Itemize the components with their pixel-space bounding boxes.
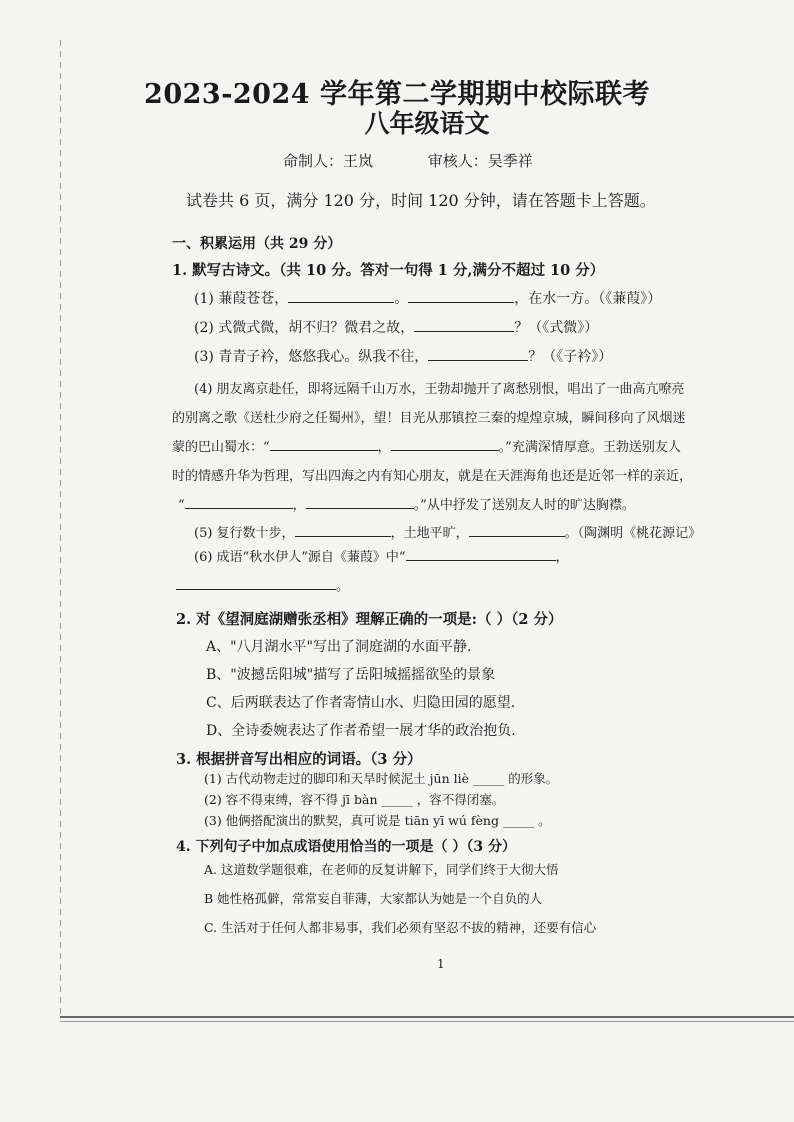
scan-bottom-edge-secondary — [60, 1021, 794, 1022]
question-1-heading: 1. 默写古诗文。（共 10 分。答对一句得 1 分,满分不超过 10 分） — [172, 262, 605, 279]
q1-item-4-line-2: 的别离之歌《送杜少府之任蜀州》，望！目光从那镇控三秦的煌煌京城，瞬间移向了风烟迷 — [172, 411, 686, 426]
answer-blank[interactable] — [428, 346, 528, 361]
q1-item-3-text-b: ？（《子衿》） — [528, 349, 613, 365]
maker: 命制人：王岚 — [283, 152, 374, 170]
scan-left-edge — [60, 40, 61, 1015]
q1-item-2 — [194, 317, 598, 337]
q1-item-6 — [194, 546, 569, 565]
q1-item-1-text-b: 。 — [394, 291, 409, 307]
q1-item-2-text-a: (2) 式微式微，胡不归？微君之故， — [194, 320, 415, 336]
q1-item-6-continued — [176, 575, 349, 594]
q1-item-2-text-b: ？（《式微》） — [514, 320, 599, 336]
q1-item-4-text-d: “ — [178, 498, 185, 513]
q1-item-4-line-3 — [172, 436, 681, 455]
q1-item-6-text-c: 。 — [336, 579, 350, 594]
answer-blank[interactable] — [288, 288, 394, 303]
answer-blank[interactable] — [185, 494, 293, 509]
authors-line — [283, 150, 583, 171]
q1-item-1-text-a: (1) 蒹葭苍苍， — [194, 291, 289, 307]
answer-blank[interactable] — [414, 317, 514, 332]
q1-item-4-text-a: 蒙的巴山蜀水：“ — [172, 440, 270, 455]
question-2-heading: 2. 对《望洞庭湖赠张丞相》理解正确的一项是:（ ）（2 分） — [176, 611, 563, 628]
q1-item-4-line-5 — [178, 494, 635, 513]
q1-item-6-text-a: (6) 成语“秋水伊人”源自《蒹葭》中“ — [194, 550, 406, 565]
q1-item-1-text-c: ，在水一方。（《蒹葭》） — [514, 291, 662, 307]
question-3-heading: 3. 根据拼音写出相应的词语。（3 分） — [176, 751, 422, 768]
section-heading: 一、积累运用（共 29 分） — [172, 236, 342, 252]
answer-blank[interactable] — [391, 436, 499, 451]
q1-item-1 — [194, 288, 661, 308]
q1-item-4-text-c: 。”充满深情厚意。王勃送别友人 — [498, 440, 681, 455]
q1-item-4-line-4: 时的情感升华为哲理，写出四海之内有知心朋友，就是在天涯海角也还是近邻一样的亲近， — [172, 469, 693, 484]
q1-item-5 — [194, 522, 701, 541]
question-4-heading: 4. 下列句子中加点成语使用恰当的一项是（ ）（3 分） — [176, 839, 516, 855]
answer-blank[interactable] — [270, 436, 378, 451]
q2-option-a: A、"八月湖水平"写出了洞庭湖的水面平静. — [206, 639, 472, 655]
q1-item-6-text-b: ， — [555, 550, 569, 565]
q4-option-b: B 她性格孤僻，常常妄自菲薄，大家都认为她是一个自负的人 — [204, 891, 543, 906]
q4-option-c: C. 生活对于任何人都非易事，我们必须有坚忍不拔的精神，还要有信心 — [204, 920, 597, 935]
answer-blank[interactable] — [406, 546, 556, 561]
answer-blank[interactable] — [469, 522, 565, 537]
page-number: 1 — [437, 957, 445, 971]
q1-item-4-line-1: (4) 朋友离京赴任，即将远隔千山万水，王勃却抛开了离愁别恨，唱出了一曲高亢嘹亮 — [194, 382, 685, 397]
q3-item-1: (1) 古代动物走过的脚印和天旱时候泥土 jūn liè _____ 的形象。 — [204, 771, 559, 786]
q1-item-4-text-f: 。”从中抒发了送别友人时的旷达胸襟。 — [413, 498, 635, 513]
q1-item-5-text-b: ，土地平旷， — [390, 526, 469, 541]
exam-title: 2023-2024 学年第二学期期中校际联考 — [144, 79, 650, 110]
q1-item-5-text-c: 。（陶渊明《桃花源记》 — [564, 526, 702, 541]
reviewer: 审核人：吴季祥 — [427, 152, 533, 170]
q1-item-5-text-a: (5) 复行数十步， — [194, 526, 295, 541]
q2-option-b: B、"波撼岳阳城"描写了岳阳城摇摇欲坠的景象 — [206, 667, 496, 683]
q1-item-4-text-b: ， — [377, 440, 391, 455]
q3-item-3: (3) 他俩搭配演出的默契，真可说是 tiān yī wú fèng _____ 。 — [204, 813, 551, 828]
q1-item-3 — [194, 346, 612, 366]
q1-item-4-text-e: ， — [292, 498, 306, 513]
q2-option-c: C、后两联表达了作者寄情山水、归隐田园的愿望. — [206, 695, 516, 711]
scan-bottom-edge — [60, 1016, 794, 1018]
q4-option-a: A. 这道数学题很难，在老师的反复讲解下，同学们终于大彻大悟 — [204, 862, 559, 877]
q3-item-2: (2) 容不得束缚，容不得 jī bàn _____ ，容不得闭塞。 — [204, 792, 505, 807]
q1-item-3-text-a: (3) 青青子衿，悠悠我心。纵我不往， — [194, 349, 429, 365]
answer-blank[interactable] — [295, 522, 391, 537]
exam-subtitle: 八年级语文 — [364, 109, 490, 138]
answer-blank[interactable] — [176, 575, 336, 590]
exam-instructions: 试卷共 6 页，满分 120 分，时间 120 分钟，请在答题卡上答题。 — [186, 191, 656, 210]
answer-blank[interactable] — [306, 494, 414, 509]
q2-option-d: D、全诗委婉表达了作者希望一展才华的政治抱负. — [206, 723, 516, 739]
answer-blank[interactable] — [408, 288, 514, 303]
